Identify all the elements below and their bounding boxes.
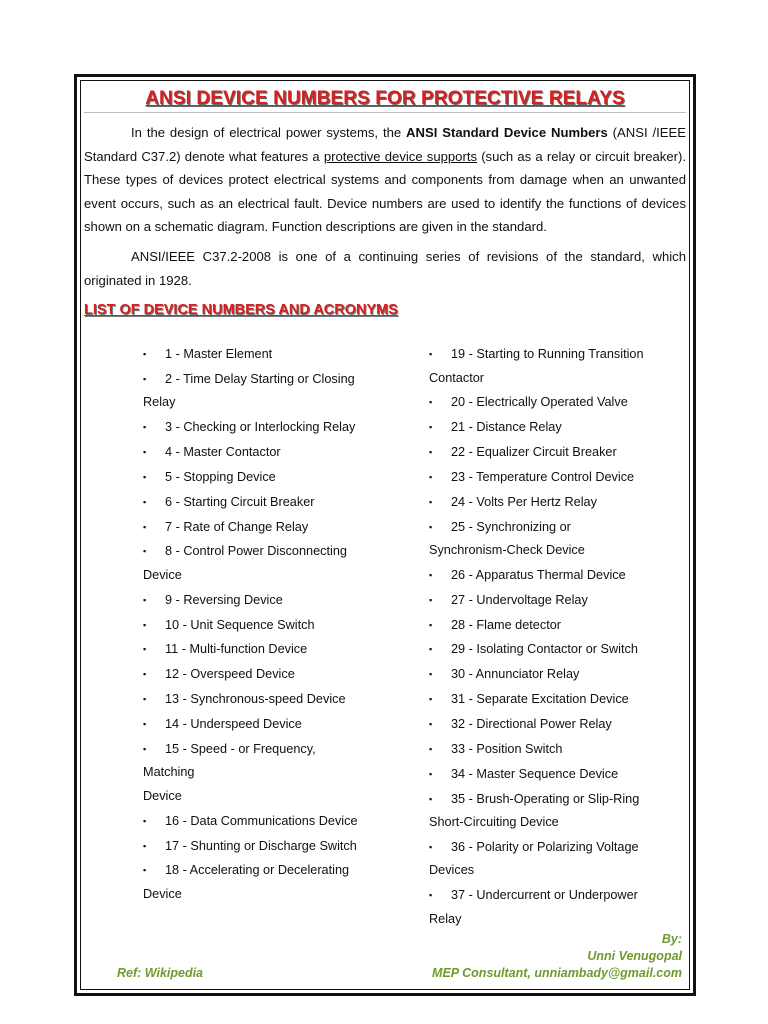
bullet-icon: ▪ (143, 521, 147, 532)
device-label: 14 - Underspeed Device (165, 716, 302, 731)
device-label: 26 - Apparatus Thermal Device (451, 567, 626, 582)
device-label: 34 - Master Sequence Device (451, 766, 619, 781)
bullet-icon: ▪ (429, 768, 433, 779)
bullet-icon: ▪ (429, 471, 433, 482)
device-item (429, 491, 684, 515)
bullet-icon: ▪ (429, 569, 433, 580)
device-label-continued: Relay (143, 395, 176, 410)
bullet-icon: ▪ (143, 447, 147, 458)
device-label: 32 - Directional Power Relay (451, 716, 612, 731)
bullet-icon: ▪ (143, 619, 147, 630)
device-item (429, 589, 684, 613)
device-label: 4 - Master Contactor (165, 445, 281, 460)
bullet-icon: ▪ (429, 718, 433, 729)
device-label: 28 - Flame detector (451, 617, 562, 632)
device-item (429, 416, 684, 440)
bullet-icon: ▪ (143, 644, 147, 655)
author-name: Unni Venugopal (587, 949, 682, 963)
device-label: 31 - Separate Excitation Device (451, 692, 629, 707)
bullet-icon: ▪ (429, 594, 433, 605)
bullet-icon: ▪ (143, 471, 147, 482)
device-item (143, 713, 413, 737)
bullet-icon: ▪ (429, 644, 433, 655)
device-item (143, 663, 413, 687)
device-label: 30 - Annunciator Relay (451, 667, 580, 682)
bullet-icon: ▪ (143, 594, 147, 605)
device-label: 6 - Starting Circuit Breaker (165, 494, 315, 509)
device-item (429, 343, 684, 390)
intro-text-b: (ANSI /IEEE Standard C37.2) denote what features a (84, 125, 686, 164)
reference-note: Ref: Wikipedia (117, 966, 204, 980)
device-item (143, 368, 413, 415)
bullet-icon: ▪ (143, 694, 147, 705)
device-label: 27 - Undervoltage Relay (451, 592, 588, 607)
device-label: 15 - Speed - or Frequency, (165, 741, 316, 756)
device-list-left (143, 343, 413, 908)
device-label: 12 - Overspeed Device (165, 667, 295, 682)
device-item (143, 343, 413, 367)
intro-paragraph-2: ANSI/IEEE C37.2-2008 is one of a continuing series of revisions of the standard, which originated in 1928. (84, 249, 686, 288)
device-item (429, 516, 684, 563)
device-label-continued: Synchronism-Check Device (429, 543, 585, 558)
device-label: 35 - Brush-Operating or Slip-Ring (451, 791, 640, 806)
bullet-icon: ▪ (143, 373, 147, 384)
page-title: ANSI DEVICE NUMBERS FOR PROTECTIVE RELAYS (145, 88, 625, 109)
bullet-icon: ▪ (429, 841, 433, 852)
device-label: 18 - Accelerating or Decelerating (165, 863, 350, 878)
byline-label: By: (661, 932, 682, 946)
device-label: 33 - Position Switch (451, 741, 563, 756)
device-item (143, 738, 413, 809)
device-label-continued: Device (143, 567, 182, 582)
device-label: 10 - Unit Sequence Switch (165, 617, 315, 632)
bullet-icon: ▪ (429, 349, 433, 359)
bullet-icon: ▪ (429, 422, 433, 433)
device-item (429, 884, 684, 931)
device-list-right (429, 343, 684, 933)
device-label-continued: Devices (429, 863, 475, 878)
intro-paragraph-1 (84, 121, 686, 239)
bullet-icon: ▪ (143, 840, 147, 851)
device-item (429, 738, 684, 762)
bullet-icon: ▪ (429, 619, 433, 630)
device-item (429, 638, 684, 662)
device-label-continued: Device (143, 788, 182, 803)
device-item (429, 713, 684, 737)
bullet-icon: ▪ (429, 694, 433, 705)
device-item (429, 836, 684, 883)
device-label: 23 - Temperature Control Device (451, 469, 635, 484)
device-label: 3 - Checking or Interlocking Relay (165, 420, 356, 435)
device-item (143, 859, 413, 906)
device-item (429, 441, 684, 465)
device-item (143, 638, 413, 662)
device-label: 36 - Polarity or Polarizing Voltage (451, 839, 639, 854)
device-item (143, 688, 413, 712)
bullet-icon: ▪ (429, 890, 433, 901)
bullet-icon: ▪ (429, 669, 433, 680)
device-label: 25 - Synchronizing or (451, 519, 571, 534)
device-item (429, 788, 684, 835)
title-rule (84, 112, 686, 113)
device-item (143, 835, 413, 859)
bullet-icon: ▪ (143, 496, 147, 507)
intro-text-a: In the design of electrical power systems, the (131, 125, 407, 140)
ansi-standard-term: ANSI Standard Device Numbers (406, 125, 608, 140)
device-label-continued: Short-Circuiting Device (429, 815, 559, 829)
bullet-icon: ▪ (429, 743, 433, 754)
bullet-icon: ▪ (143, 669, 147, 680)
device-label-continued: Relay (429, 911, 462, 926)
bullet-icon: ▪ (429, 397, 433, 408)
intro-text-c: (such as a relay or circuit breaker). These types of devices protect electrical systems and components from damage when an unwanted event occurs, such as an electrical fault. Device numbers are used to identify the functions of devices shown on a schematic diagram. Function descriptions are given in the standard. (84, 148, 686, 234)
device-label: 13 - Synchronous-speed Device (165, 692, 346, 707)
author-contact: MEP Consultant, unniambady@gmail.com (432, 966, 682, 980)
device-label: 29 - Isolating Contactor or Switch (451, 642, 638, 657)
device-label-continued: Device (143, 886, 182, 901)
bullet-icon: ▪ (429, 447, 433, 458)
device-item (143, 466, 413, 490)
bullet-icon: ▪ (143, 865, 147, 876)
protective-device-link[interactable]: protective device supports (323, 148, 478, 164)
device-label: 5 - Stopping Device (165, 469, 276, 484)
bullet-icon: ▪ (429, 496, 433, 507)
device-label: 11 - Multi-function Device (165, 642, 308, 657)
bullet-icon: ▪ (143, 743, 147, 754)
device-item (143, 589, 413, 613)
device-item (429, 663, 684, 687)
device-label: 20 - Electrically Operated Valve (451, 395, 628, 410)
device-label-continued: Contactor (429, 370, 485, 385)
device-label: 8 - Control Power Disconnecting (165, 544, 347, 559)
device-label: 21 - Distance Relay (451, 420, 562, 435)
device-item (429, 564, 684, 588)
bullet-icon: ▪ (143, 815, 147, 826)
device-item (143, 416, 413, 440)
device-label: 24 - Volts Per Hertz Relay (451, 494, 597, 509)
device-label: 9 - Reversing Device (165, 592, 283, 607)
device-item (143, 810, 413, 834)
device-item (429, 466, 684, 490)
device-label: 2 - Time Delay Starting or Closing (165, 371, 355, 386)
bullet-icon: ▪ (143, 718, 147, 729)
device-item (143, 540, 413, 587)
device-item (143, 614, 413, 638)
device-item (143, 516, 413, 540)
device-label: 22 - Equalizer Circuit Breaker (451, 445, 617, 460)
bullet-icon: ▪ (143, 546, 147, 557)
bullet-icon: ▪ (429, 793, 433, 804)
device-item (143, 441, 413, 465)
device-label-continued: Matching (143, 765, 195, 780)
device-label: 1 - Master Element (165, 347, 273, 361)
bullet-icon: ▪ (143, 422, 147, 433)
device-label: 16 - Data Communications Device (165, 813, 358, 828)
bullet-icon: ▪ (429, 521, 433, 532)
device-label: 37 - Undercurrent or Underpower (451, 888, 638, 903)
device-label: 19 - Starting to Running Transition (451, 347, 644, 361)
bullet-icon: ▪ (143, 349, 147, 359)
device-label: 17 - Shunting or Discharge Switch (165, 838, 357, 853)
device-label: 7 - Rate of Change Relay (165, 519, 309, 534)
device-item (429, 391, 684, 415)
device-item (143, 491, 413, 515)
device-item (429, 614, 684, 638)
section-heading: LIST OF DEVICE NUMBERS AND ACRONYMS (84, 302, 398, 318)
device-item (429, 763, 684, 787)
device-item (429, 688, 684, 712)
